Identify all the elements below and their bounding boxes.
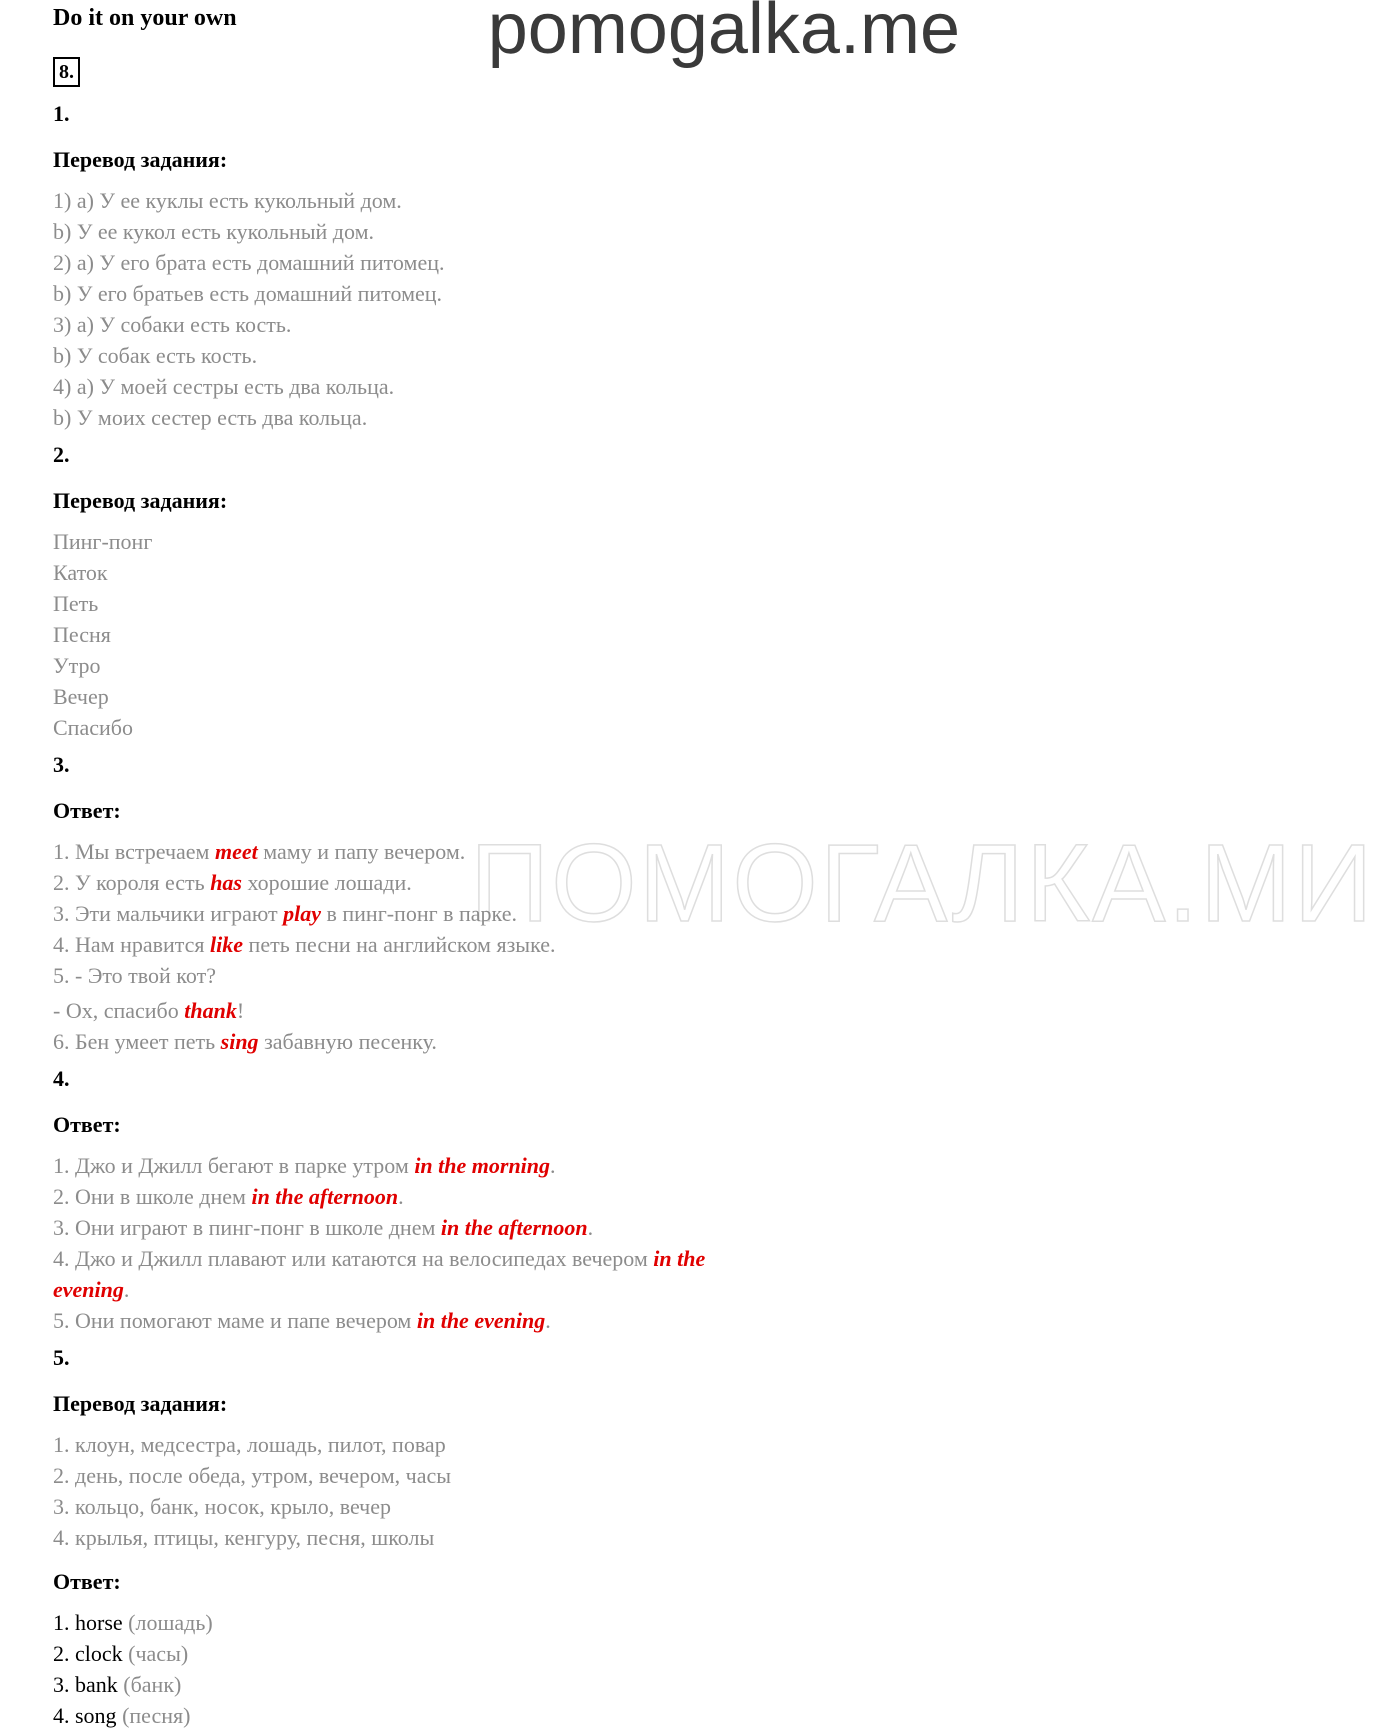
section-heading: Перевод задания: bbox=[53, 1391, 228, 1416]
answer-word: song bbox=[75, 1703, 117, 1728]
text-line: b) У его братьев есть домашний питомец. bbox=[53, 281, 443, 306]
page-title: Do it on your own bbox=[53, 5, 237, 31]
answer-line: 5. Они помогают маме и папе вечером in the evening. bbox=[53, 1308, 551, 1333]
section-5 bbox=[53, 1345, 933, 1731]
answer-highlight: thank bbox=[184, 998, 237, 1023]
answer-lines bbox=[53, 836, 933, 1057]
section-heading: Перевод задания: bbox=[53, 488, 228, 513]
answer-highlight: evening bbox=[53, 1277, 124, 1302]
answer-word: bank bbox=[75, 1672, 118, 1697]
answer-highlight: has bbox=[210, 870, 242, 895]
section-number: 1. bbox=[53, 101, 70, 126]
text-line: 2. день, после обеда, утром, вечером, часы bbox=[53, 1463, 451, 1488]
answer-word: clock bbox=[75, 1641, 123, 1666]
answer-line: 2. У короля есть has хорошие лошади. bbox=[53, 870, 412, 895]
answer-word: horse bbox=[75, 1610, 123, 1635]
answer-line: 2. clock (часы) bbox=[53, 1641, 189, 1666]
answer-highlight: in the morning bbox=[414, 1153, 551, 1178]
watermark: ПОМОГАЛКА.МИ bbox=[470, 822, 1375, 945]
answer-highlight: in the bbox=[653, 1246, 706, 1271]
answer-highlight: in the evening bbox=[416, 1308, 546, 1333]
answer-highlight: in the afternoon bbox=[251, 1184, 399, 1209]
section-heading: Ответ: bbox=[53, 1112, 121, 1137]
section-number: 3. bbox=[53, 752, 70, 777]
answer-line: 3. bank (банк) bbox=[53, 1672, 182, 1697]
text-line: 2) a) У его брата есть домашний питомец. bbox=[53, 250, 445, 275]
section-3 bbox=[53, 752, 933, 1057]
document-body bbox=[53, 98, 933, 1731]
text-line: Каток bbox=[53, 560, 108, 585]
answer-line: 1. Мы встречаем meet маму и папу вечером. bbox=[53, 839, 466, 864]
text-line: Песня bbox=[53, 622, 111, 647]
text-line: 4. крылья, птицы, кенгуру, песня, школы bbox=[53, 1525, 435, 1550]
section-heading: Перевод задания: bbox=[53, 147, 228, 172]
site-logo: pomogalka.me bbox=[487, 0, 960, 69]
answer-line: 1. Джо и Джилл бегают в парке утром in the morning. bbox=[53, 1153, 556, 1178]
answer-line: - Ох, спасибо thank! bbox=[53, 998, 245, 1023]
text-line: Утро bbox=[53, 653, 101, 678]
text-line: b) У ее кукол есть кукольный дом. bbox=[53, 219, 374, 244]
answer-highlight: play bbox=[283, 901, 321, 926]
answer-line: 2. Они в школе днем in the afternoon. bbox=[53, 1184, 404, 1209]
text-line: b) У собак есть кость. bbox=[53, 343, 258, 368]
text-line: Петь bbox=[53, 591, 99, 616]
text-line: Вечер bbox=[53, 684, 109, 709]
answer-line: 3. Они играют в пинг-понг в школе днем in the afternoon. bbox=[53, 1215, 594, 1240]
text-line: 1. клоун, медсестра, лошадь, пилот, повар bbox=[53, 1432, 446, 1457]
section-2 bbox=[53, 442, 933, 743]
answer-line: 3. Эти мальчики играют play в пинг-понг в парке. bbox=[53, 901, 517, 926]
text-line: 3. кольцо, банк, носок, крыло, вечер bbox=[53, 1494, 392, 1519]
answer-highlight: meet bbox=[214, 839, 258, 864]
page-number-badge: 8. bbox=[53, 57, 80, 87]
answer-highlight: like bbox=[210, 932, 244, 957]
answer-line: 5. - Это твой кот? bbox=[53, 963, 216, 988]
text-line: 4) a) У моей сестры есть два кольца. bbox=[53, 374, 395, 399]
answer-line: 4. song (песня) bbox=[53, 1703, 191, 1728]
answer-line: evening. bbox=[53, 1277, 130, 1302]
answer-line: 4. Джо и Джилл плавают или катаются на велосипедах вечером in the bbox=[53, 1246, 706, 1271]
section-heading: Ответ: bbox=[53, 798, 121, 823]
text-line: Пинг-понг bbox=[53, 529, 153, 554]
section-number: 2. bbox=[53, 442, 70, 467]
answer-line: 6. Бен умеет петь sing забавную песенку. bbox=[53, 1029, 437, 1054]
section-number: 4. bbox=[53, 1066, 70, 1091]
section-number: 5. bbox=[53, 1345, 70, 1370]
section-1 bbox=[53, 101, 933, 433]
text-line: 1) a) У ее куклы есть кукольный дом. bbox=[53, 188, 402, 213]
text-line: b) У моих сестер есть два кольца. bbox=[53, 405, 368, 430]
answer-line: 4. Нам нравится like петь песни на английском языке. bbox=[53, 932, 556, 957]
text-line: 3) a) У собаки есть кость. bbox=[53, 312, 292, 337]
answer-line: 1. horse (лошадь) bbox=[53, 1610, 213, 1635]
answer-heading: Ответ: bbox=[53, 1569, 121, 1594]
text-line: Спасибо bbox=[53, 715, 133, 740]
answer-highlight: sing bbox=[220, 1029, 259, 1054]
section-4 bbox=[53, 1066, 933, 1336]
answer-highlight: in the afternoon bbox=[440, 1215, 588, 1240]
